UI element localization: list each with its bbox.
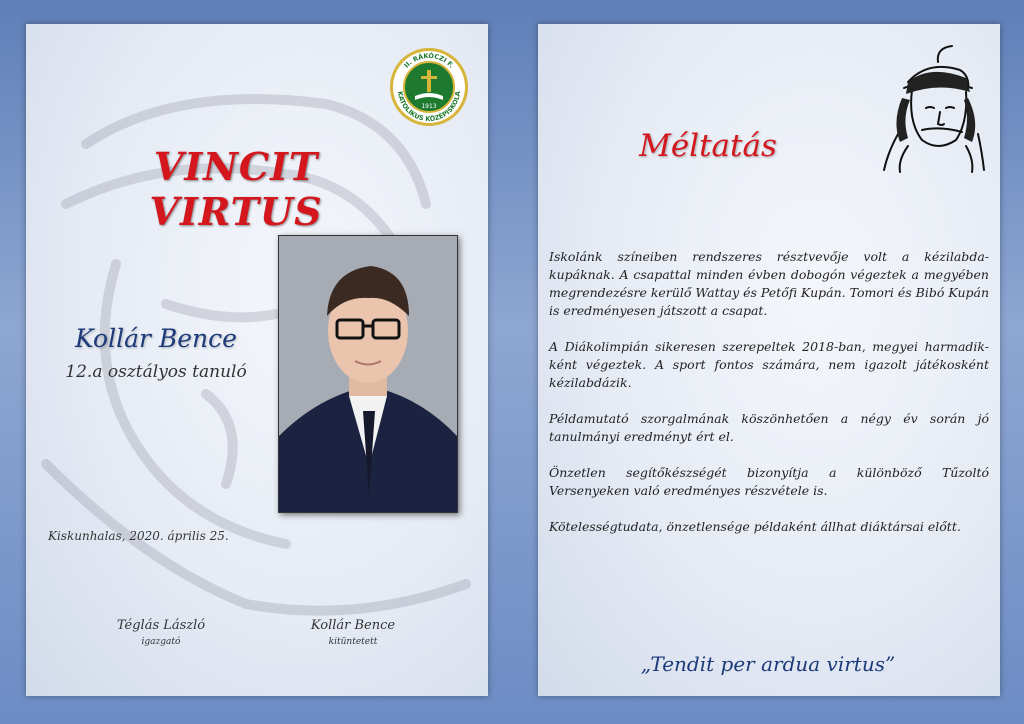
signature-name: Téglás László [116,618,206,633]
signature-role: igazgató [141,637,181,647]
place-and-date: Kiskunhalas, 2020. április 25. [48,529,229,543]
school-motto: „Tendit per ardua virtus” [640,652,896,676]
tribute-paragraph: A Diákolimpián sikeresen szerepeltek 2018-ban, megyei harmadik-ként végeztek. A sport fontos számára, nem igazolt játékosként kézilabdázik. [549,339,989,390]
tribute-paragraph: Önzetlen segítőkészségét bizonyítja a különböző Tűzoltó Versenyeken való eredményes részvétele is. [549,465,989,498]
tribute-paragraph: Példamutató szorgalmának köszönhetően a négy év során jó tanulmányi eredményt ért el. [549,411,989,444]
certificate-title: VINCIT VIRTUS [149,144,323,234]
signature-name: Kollár Bence [310,618,396,633]
signature-principal [86,618,236,647]
student-class: 12.a osztályos tanuló [65,362,247,382]
tribute-title: Méltatás [639,128,777,164]
emblem-text-top: II. RÁKÓCZI F. [402,51,456,70]
certificate-page-left [26,24,488,696]
student-name: Kollár Bence [75,324,237,353]
emblem-year: 1913 [421,103,437,110]
rakoczi-portrait-sketch [878,42,986,174]
tribute-paragraph: Iskolánk színeiben rendszeres résztvevője volt a kézilabda-kupáknak. A csapattal minden évben dobogón végeztek a megyében megrendezésre kerülő Wattay és Petőfi Kupán. Tomori és Bibó Kupán is eredményesen játszott a csapat. [549,249,989,318]
certificate-page-right [538,24,1000,696]
school-emblem [388,46,470,128]
student-photo [278,235,458,513]
tribute-text [549,248,989,554]
emblem-text-bottom: KATOLIKUS KÖZÉPISKOLA [395,90,463,124]
signature-role: kitüntetett [328,637,378,647]
tribute-paragraph: Kötelességtudata, önzetlensége példaként állhat diáktársai előtt. [549,519,961,534]
signature-awardee [278,618,428,647]
